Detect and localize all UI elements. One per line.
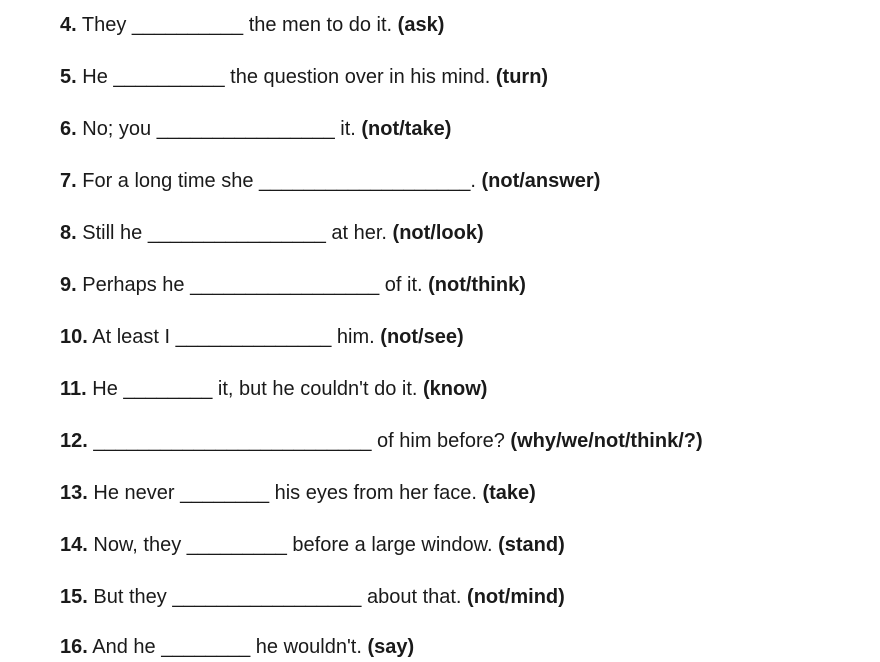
item-text-before: Still he [76, 222, 148, 244]
item-number: 7. [60, 170, 77, 192]
answer-blank: ______________ [175, 326, 332, 348]
verb-hint: (say) [367, 636, 415, 658]
answer-blank: _________ [186, 534, 287, 556]
verb-hint: (stand) [498, 534, 565, 556]
answer-blank: __________ [113, 66, 225, 88]
item-number: 4. [60, 14, 77, 36]
exercise-item [60, 166, 600, 196]
verb-hint: (not/take) [361, 118, 452, 140]
item-number: 9. [60, 274, 77, 296]
item-text-after: of him before? [371, 430, 511, 452]
exercise-item [60, 218, 484, 248]
item-text-after: he wouldn't. [250, 636, 368, 658]
item-text-before: No; you [76, 118, 157, 140]
item-number: 8. [60, 222, 77, 244]
item-text-before: And he [87, 636, 162, 658]
answer-blank: __________ [131, 14, 244, 36]
item-text-after: the question over in his mind. [224, 66, 496, 88]
item-text-before: But they [87, 586, 173, 608]
item-text-after: the men to do it. [243, 14, 398, 36]
answer-blank: ________ [180, 482, 270, 504]
exercise-item [60, 478, 536, 508]
item-text-before: He [86, 378, 124, 400]
item-number: 16. [60, 636, 88, 658]
verb-hint: (ask) [397, 14, 445, 36]
item-text-after: it. [334, 118, 362, 140]
verb-hint: (take) [482, 482, 536, 504]
item-number: 13. [60, 482, 88, 504]
verb-hint: (why/we/not/think/?) [510, 430, 703, 452]
exercise-item [60, 582, 565, 612]
answer-blank: _________________________ [93, 430, 372, 452]
exercise-item [60, 322, 464, 352]
verb-hint: (not/answer) [481, 170, 601, 192]
verb-hint: (not/think) [428, 274, 526, 296]
item-text-after: it, but he couldn't do it. [212, 378, 423, 400]
answer-blank: ________________ [156, 118, 335, 140]
exercise-item [60, 270, 526, 300]
answer-blank: ________ [123, 378, 213, 400]
verb-hint: (not/mind) [467, 586, 565, 608]
item-number: 15. [60, 586, 88, 608]
worksheet [60, 0, 870, 660]
item-text-before: Perhaps he [76, 274, 191, 296]
verb-hint: (not/look) [392, 222, 484, 244]
item-text-after: of it. [379, 274, 429, 296]
answer-blank: _________________ [172, 586, 362, 608]
verb-hint: (turn) [495, 66, 549, 88]
item-number: 5. [60, 66, 77, 88]
item-text-before: Now, they [87, 534, 187, 556]
item-text-after: . [470, 170, 482, 192]
exercise-item [60, 62, 548, 92]
answer-blank: _________________ [190, 274, 380, 296]
item-number: 6. [60, 118, 77, 140]
answer-blank: ________________ [147, 222, 326, 244]
item-text-before: He never [87, 482, 181, 504]
item-text-before: He [76, 66, 114, 88]
item-number: 12. [60, 430, 88, 452]
item-text-after: his eyes from her face. [269, 482, 483, 504]
exercise-item [60, 530, 565, 560]
exercise-item [60, 374, 487, 404]
exercise-item [60, 426, 703, 456]
exercise-item [60, 114, 451, 144]
item-text-before: For a long time she [76, 170, 259, 192]
item-text-before: They [76, 14, 132, 36]
verb-hint: (not/see) [380, 326, 464, 348]
item-number: 10. [60, 326, 88, 348]
answer-blank: ___________________ [259, 170, 471, 192]
item-text-after: at her. [325, 222, 393, 244]
item-text-after: before a large window. [286, 534, 499, 556]
item-number: 11. [60, 378, 87, 400]
item-text-after: about that. [361, 586, 468, 608]
item-text-after: him. [331, 326, 381, 348]
answer-blank: ________ [161, 636, 251, 658]
verb-hint: (know) [423, 378, 488, 400]
exercise-item [60, 10, 444, 40]
exercise-item [60, 632, 414, 662]
item-text-before: At least I [87, 326, 176, 348]
item-number: 14. [60, 534, 88, 556]
